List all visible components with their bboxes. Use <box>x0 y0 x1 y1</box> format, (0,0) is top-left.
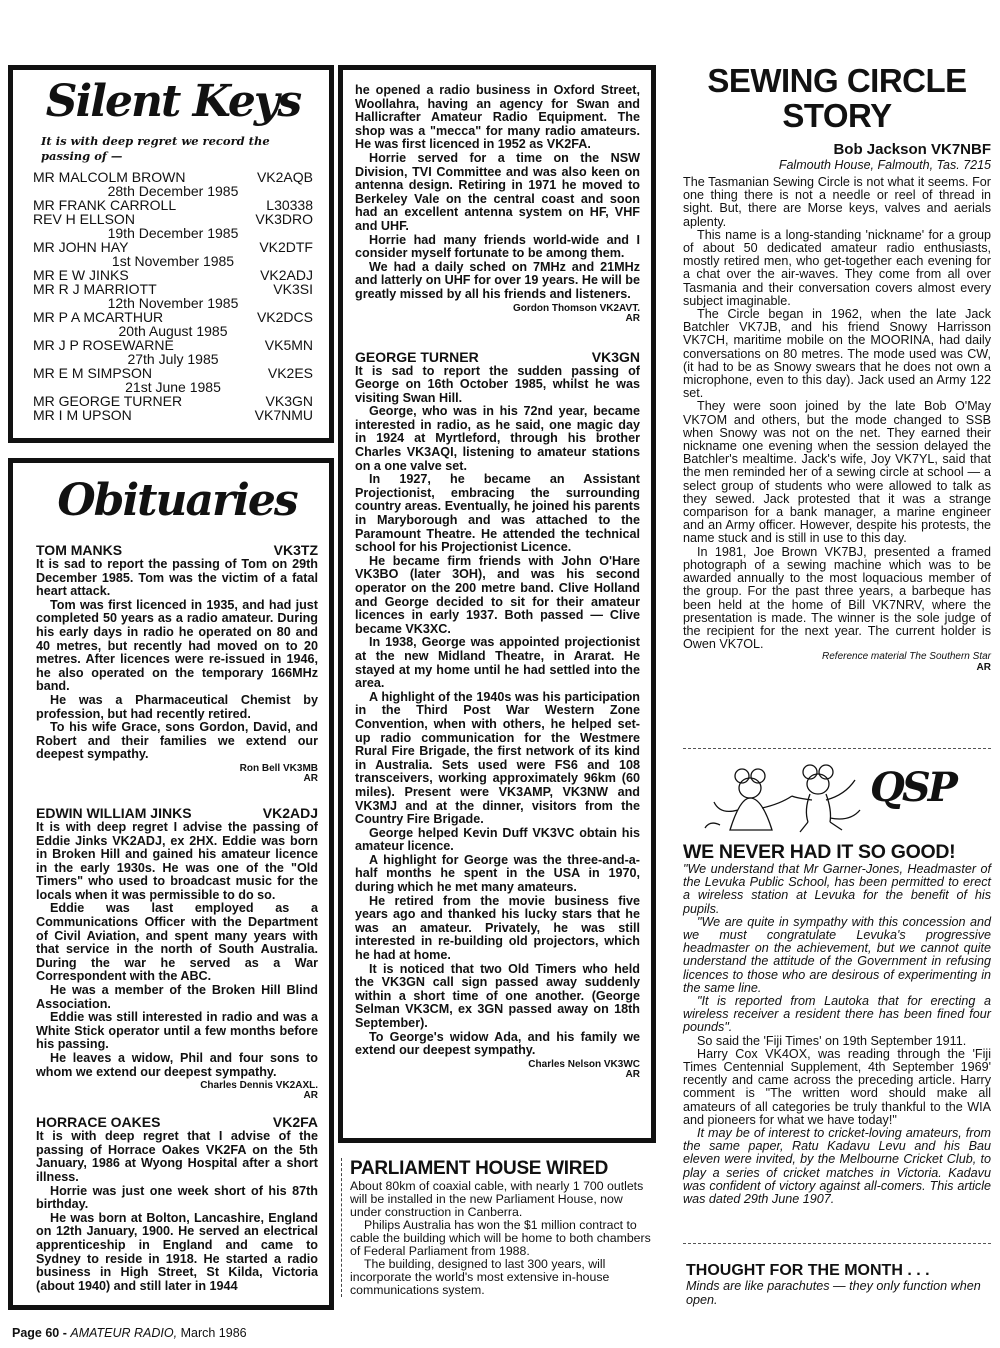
turner-para: In 1927, he became an Assistant Projectionist, embracing the surrounding country areas. Eventually, he joined his parents in Maryborough and was attached to the Paramount Theatre. He attended the technical school for his Projectionist Licence. <box>355 472 640 555</box>
manks-para: It is sad to report the passing of Tom on 29th December 1985. Tom was the victim of a fatal heart attack. <box>36 557 318 599</box>
sewing-reference: Reference material The Southern Star <box>822 651 991 663</box>
sewing-title-line1: SEWING CIRCLE <box>707 62 967 99</box>
silent-key-name: MR E W JINKS <box>33 267 129 283</box>
obituaries-title: Obituaries <box>57 475 297 526</box>
qsp-para: So said the 'Fiji Times' on 19th September 1911. <box>697 1033 967 1048</box>
sewing-para: The Circle began in 1962, when the late Jack Batchler VK7JB, and his friend Snowy Harrisson VK7CH, maritime mobile on the MOORINA, had daily conversations on 80 metres. The mode used was CW, (it had to be as Snowy swears that he does not own a microphone, even to this day). Jack used an Army 122 set. <box>683 307 991 401</box>
silent-key-date: 20th August 1985 <box>118 323 228 339</box>
silent-key-row <box>33 198 313 212</box>
oakes-name: HORRACE OAKES <box>36 1114 161 1131</box>
sewing-para: The Tasmanian Sewing Circle is not what it seems. For one thing there is not a needle or reel of thread in sight. But, there are Morse keys, valves and aerials aplenty. <box>683 175 991 229</box>
qsp-para: "We are quite in sympathy with this concession and we must congratulate Levuka's progressive headmaster on the achievement, but we cannot quite understand the attitude of the Government in refusing licences to those who are desirous of experimenting in the same line. <box>683 914 991 995</box>
oakes-continued-para: We had a daily sched on 7MHz and 21MHz and latterly on UHF for over 19 years. He will be greatly missed by all his friends and listeners. <box>355 259 640 301</box>
silent-key-name: MR J P ROSEWARNE <box>33 337 174 353</box>
oakes-para: Horrie was just one week short of his 87th birthday. <box>36 1183 318 1212</box>
oakes-signature: Gordon Thomson VK2AVT. <box>512 302 640 314</box>
parliament-article <box>341 1158 657 1297</box>
jinks-para: He leaves a widow, Phil and four sons to whom we extend our deepest sympathy. <box>36 1051 318 1079</box>
jinks-name: EDWIN WILLIAM JINKS <box>36 804 192 821</box>
jinks-para: Eddie was still interested in radio and was a White Stick operator until a few months before his passing. <box>36 1010 318 1052</box>
qsp-para: "We understand that Mr Garner-Jones, Headmaster of the Levuka Public School, has been permitted to erect a wireless station at Levuka for the benefit of his pupils. <box>683 862 991 916</box>
jinks-para: It is with deep regret I advise the passing of Eddie Jinks VK2ADJ, ex 2HX. Eddie was born in Broken Hill and gained his amateur licence in the early 1930s. He was one of the "Old Timers" who used to broadcast music for the locals when it was permissible to do so. <box>36 819 318 902</box>
parliament-para: Philips Australia has won the $1 million contract to cable the building which will be home to both chambers of Federal Parliament from 1988. <box>350 1218 651 1258</box>
silent-key-call: VK2AQB <box>256 169 313 185</box>
silent-key-row <box>33 240 313 254</box>
thought-box <box>686 1262 991 1307</box>
turner-para: He became firm friends with John O'Hare VK3BO (later 3OH), and was his second operator on the 200 metre band. Clive Holland and George decided to sit for their amateur licences in early 1937. Both passed — Clive became VK3XC. <box>355 553 640 636</box>
turner-para: A highlight of the 1940s was his participation in the Third Post War Western Zone Convention, when with others, he helped set- up radio communication for the Westmere Rural Fire Brigade, the first network of its kind in Australia. Sets used were FS6 and 108 transceivers, working approximately 96km (60 miles). Present were VK3AMP, VK3NW and VK3MJ and at the dinner, visitors from the Country Fire Brigade. <box>355 689 640 827</box>
turner-call: VK3GN <box>591 348 640 365</box>
thought-title: THOUGHT FOR THE MONTH . . . <box>686 1262 930 1279</box>
turner-para: He retired from the movie business five years ago and thanked his lucky stars that he was an amateur. Privately, he was still interested in re-building old projectors, which he had at home. <box>355 893 640 963</box>
jinks-signature: Charles Dennis VK2AXL. <box>200 1080 318 1092</box>
silent-key-row <box>33 310 313 324</box>
oakes-continued-para: Horrie served for a time on the NSW Division, TVI Committee and was also keen on antenna design. Retiring in 1971 he moved to Berkeley Vale on the central coast and soon had an excellent antenna system on HF, VHF and UHF. <box>355 150 640 233</box>
qsp-divider <box>683 748 991 749</box>
turner-para: To George's widow Ada, and his family we extend our deepest sympathy. <box>355 1029 640 1058</box>
silent-key-name: REV H ELLSON <box>33 211 135 227</box>
sewing-title <box>683 63 991 133</box>
jinks-ar: AR <box>303 1090 318 1102</box>
turner-header <box>355 350 640 365</box>
thought-divider <box>683 1243 991 1244</box>
silent-key-date: 21st June 1985 <box>125 379 221 395</box>
jinks-para: Eddie was last employed as a Communications Officer with the Department of Civil Aviation, and spent many years with that service in the north of South Australia. During the war he served as a War Correspondent with the ABC. <box>36 901 318 984</box>
parliament-para: The building, designed to last 300 years, will incorporate the world's most extensive in-house communications system. <box>350 1257 610 1297</box>
silent-key-name: MR FRANK CARROLL <box>33 197 177 213</box>
silent-keys-box <box>8 65 334 443</box>
page-footer <box>12 1326 247 1340</box>
qsp-illustration <box>700 760 865 835</box>
silent-key-date: 28th December 1985 <box>107 183 239 199</box>
turner-para: It is noticed that two Old Timers who held the VK3GN call sign passed away suddenly within a short time of one another. (George Selman VK3CM, ex 3GN passed away on 18th September). <box>355 961 640 1030</box>
silent-key-row <box>33 170 313 184</box>
thought-text: Minds are like parachutes — they only function when open. <box>686 1279 981 1307</box>
silent-key-row <box>33 268 313 282</box>
qsp-para: It may be of interest to cricket-loving amateurs, from the same paper, Ratu Kadavu Levu and his Bau eleven were invited, by the Melbourne Cricket Club, to play a series of cricket matches in Victoria. Kadavu was confident of victory against all-comers. This article was dated 29th June 1907. <box>683 1126 991 1207</box>
manks-para: To his wife Grace, sons Gordon, David, and Robert and their families we extend our deepest sympathy. <box>36 720 318 762</box>
sewing-title-line2: STORY <box>782 97 892 134</box>
manks-para: Tom was first licenced in 1935, and had just completed 50 years as a radio amateur. During his early days in radio he operated on 80 and 40 metres, but recently had moved on to 20 metres. After licences were re-issued in 1946, he also operated on the temporary 166MHz band. <box>36 597 318 694</box>
turner-ar: AR <box>625 1068 640 1080</box>
silent-key-row <box>33 366 313 380</box>
silent-key-row <box>33 212 313 226</box>
silent-key-row <box>33 282 313 296</box>
silent-key-row <box>33 408 313 422</box>
silent-key-row <box>33 394 313 408</box>
turner-signature: Charles Nelson VK3WC <box>528 1058 640 1070</box>
manks-signature: Ron Bell VK3MB <box>239 762 318 774</box>
parliament-para: About 80km of coaxial cable, with nearly 1 700 outlets will be installed in the new Parliament House, now under construction in Canberra. <box>350 1179 644 1219</box>
turner-para: George helped Kevin Duff VK3VC obtain his amateur licence. <box>355 825 640 854</box>
turner-para: It is sad to report the sudden passing of George on 16th October 1985, whilst he was visiting Swan Hill. <box>355 363 640 405</box>
silent-key-call: VK2ES <box>267 365 313 381</box>
silent-key-call: VK5MN <box>264 337 313 353</box>
sewing-ar: AR <box>976 662 991 674</box>
qsp-article <box>683 841 991 1206</box>
silent-keys-intro: It is with deep regret we record the passing of — <box>41 134 270 163</box>
qsp-para: "It is reported from Lautoka that for erecting a wireless receiver a resident there has been fined four pounds". <box>683 994 991 1035</box>
silent-key-call: VK2DTF <box>259 239 313 255</box>
oakes-call: VK2FA <box>272 1114 318 1131</box>
silent-key-name: MR JOHN HAY <box>33 239 129 255</box>
silent-key-name: MR P A MCARTHUR <box>33 309 164 325</box>
silent-key-call: VK3GN <box>265 393 313 409</box>
oakes-continued-para: he opened a radio business in Oxford Street, Woollahra, having an agency for Swan and Hallicrafter Amateur Radio Equipment. The shop was a "mecca" for many radio amateurs. He was first licenced in 1952 as VK2FA. <box>355 83 640 152</box>
silent-key-date: 27th July 1985 <box>127 351 219 367</box>
silent-key-call: L30338 <box>266 197 313 213</box>
sewing-circle-article <box>683 63 991 673</box>
middle-column-box <box>338 65 656 1143</box>
jinks-para: He was a member of the Broken Hill Blind Association. <box>36 983 318 1011</box>
sewing-para: In 1981, Joe Brown VK7BJ, presented a framed photograph of a sewing machine which was to be awarded annually to the most loquacious member of the group. For the past three years, a barbeque has been held at the home of Bill VK7NRV, where the presentation is made. The winner is the sole judge of the recipient for the next year. The current holder is Owen VK7OL. <box>683 544 991 652</box>
silent-keys-list <box>33 170 313 422</box>
sewing-para: They were soon joined by the late Bob O'May VK7OM and others, but the mode changed to SSB when Snowy was not on the net. They earned their nickname one evening when the session delayed the Batchler's mealtime. Jack's wife, Joy VK7YL, said that the men reminded her of a sewing circle at school — a select group of students who were allowed to talk as they sewed. Jack protested that it was a strange comparison for a bank manager, a marine engineer and an Army officer. However, despite his protests, the name stuck and is still in use to this day. <box>683 399 991 546</box>
turner-name: GEORGE TURNER <box>355 348 479 365</box>
silent-key-date: 1st November 1985 <box>111 253 235 269</box>
silent-key-call: VK3DRO <box>255 211 313 227</box>
silent-key-call: VK7NMU <box>254 407 313 423</box>
turner-para: A highlight for George was the three-and-a-half months he spent in the USA in 1970, during which he met many amateurs. <box>355 852 640 895</box>
silent-key-date: 19th December 1985 <box>107 225 239 241</box>
silent-key-call: VK2DCS <box>256 309 313 325</box>
oakes-ar: AR <box>625 312 640 324</box>
manks-header <box>36 543 318 558</box>
silent-key-name: MR E M SIMPSON <box>33 365 153 381</box>
obituaries-box <box>8 458 334 1310</box>
silent-keys-title: Silent Keys <box>45 76 301 127</box>
silent-key-call: VK3SI <box>273 281 313 297</box>
parliament-title: PARLIAMENT HOUSE WIRED <box>350 1158 608 1179</box>
silent-key-row <box>33 338 313 352</box>
manks-para: He was a Pharmaceutical Chemist by profession, but had recently retired. <box>36 692 318 721</box>
footer-magazine: AMATEUR RADIO, <box>70 1326 178 1340</box>
footer-page: Page 60 - <box>12 1326 67 1340</box>
silent-key-name: MR MALCOLM BROWN <box>33 169 186 185</box>
silent-key-name: MR R J MARRIOTT <box>33 281 157 297</box>
jinks-call: VK2ADJ <box>262 804 318 821</box>
oakes-para: It is with deep regret that I advise of the passing of Horrace Oakes VK2FA on the 5th January, 1986 at Wyong Hospital after a short illness. <box>36 1129 318 1184</box>
silent-key-call: VK2ADJ <box>260 267 313 283</box>
oakes-continued-para: Horrie had many friends world-wide and I consider myself fortunate to be among them. <box>355 232 640 261</box>
qsp-headline: WE NEVER HAD IT SO GOOD! <box>683 841 956 863</box>
qsp-para: Harry Cox VK4OX, was reading through the 'Fiji Times Centennial Supplement, 4th September 1969' recently and came across the preceding article. Harry comment is "The written word should make all amateurs of all categories be truly thankful to the WIA and pioneers for what we have today!" <box>683 1046 991 1127</box>
jinks-header <box>36 806 318 821</box>
qsp-logo: QSP <box>870 764 955 811</box>
turner-para: In 1938, George was appointed projectionist at the new Midland Theatre, in Ararat. He stayed at my home until he had settled into the area. <box>355 635 640 691</box>
footer-date: March 1986 <box>180 1326 247 1340</box>
mice-dancing-illustration <box>700 760 865 835</box>
silent-key-name: MR I M UPSON <box>33 407 132 423</box>
manks-call: VK3TZ <box>273 542 318 558</box>
manks-name: TOM MANKS <box>36 542 123 558</box>
oakes-para: He was born at Bolton, Lancashire, England on 12th January, 1900. He served an electrical apprenticeship in England and came to Sydney to reside in 1918. He started a radio business in High Street, St Kilda, Victoria (about 1940) and still later in 1944 <box>36 1210 318 1293</box>
manks-ar: AR <box>303 772 318 784</box>
turner-para: George, who was in his 72nd year, became interested in radio, as he said, one magic day in 1924 at Myrtleford, through his brother Charles VK3AQI, listening to amateur stations on a one valve set. <box>355 404 640 473</box>
silent-key-date: 12th November 1985 <box>107 295 239 311</box>
oakes-header <box>36 1115 318 1130</box>
sewing-author: Bob Jackson VK7NBF <box>833 141 991 158</box>
silent-key-name: MR GEORGE TURNER <box>33 393 183 409</box>
sewing-para: This name is a long-standing 'nickname' for a group of about 50 dedicated amateur radio enthusiasts, mostly retired men, who get-together each evening for a chat over the air-waves. They come from all over Tasmania and their conversation covers almost every subject imaginable. <box>683 227 991 308</box>
sewing-address: Falmouth House, Falmouth, Tas. 7215 <box>778 158 991 172</box>
